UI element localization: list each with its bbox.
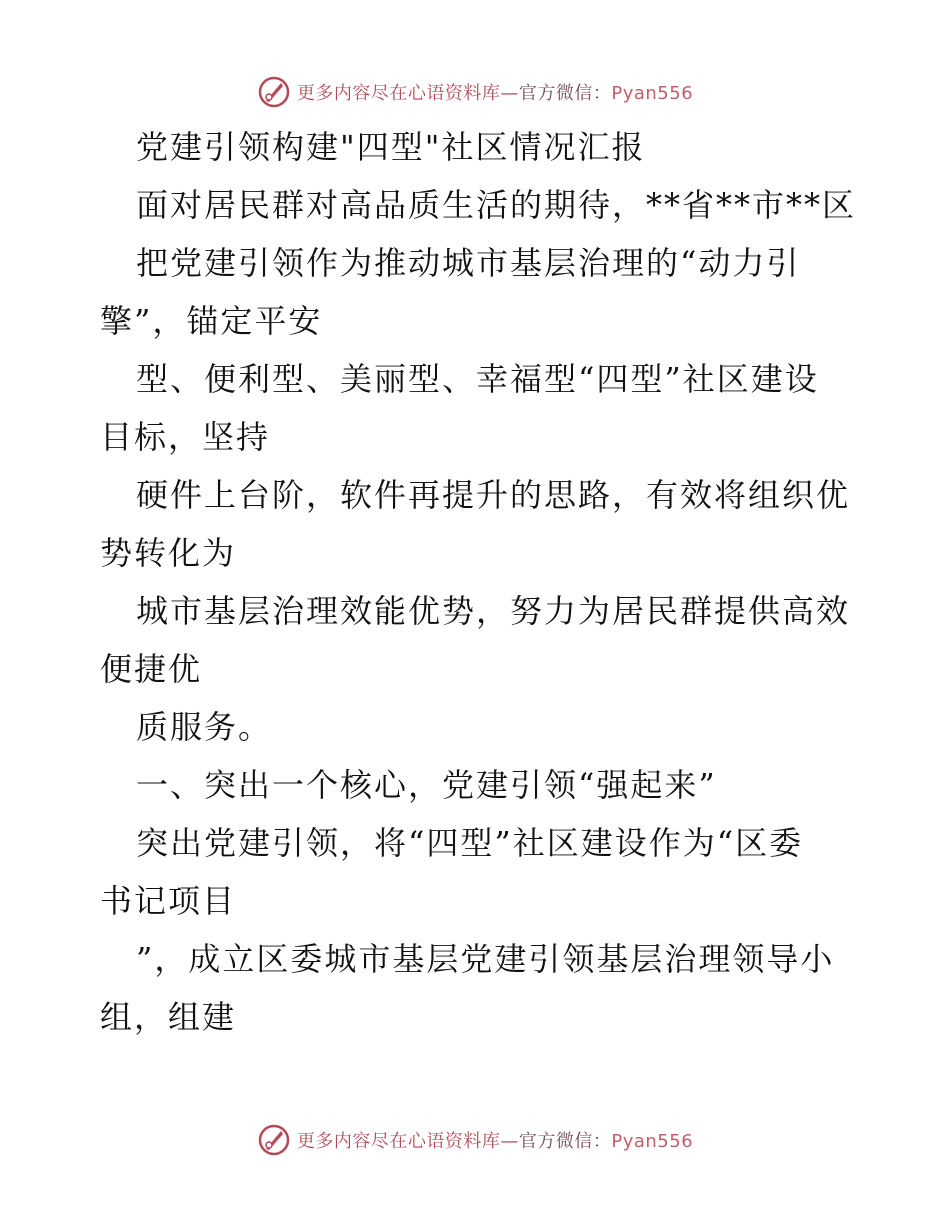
paragraph-line: 型、便利型、美丽型、幸福型“四型”社区建设 <box>136 360 819 398</box>
banner-wechat-label: 官方微信： <box>518 1131 612 1152</box>
quill-circle-logo-icon <box>257 75 291 109</box>
paragraph-line: 书记项目 <box>100 882 237 920</box>
paragraph-line: 便捷优 <box>100 650 203 688</box>
banner-wechat-id: Pyan556 <box>611 1131 694 1152</box>
paragraph-line: 组，组建 <box>100 998 237 1036</box>
paragraph-line: 突出党建引领，将“四型”社区建设作为“区委 <box>136 824 804 862</box>
banner-promo-text: 更多内容尽在心语资料库— <box>296 83 519 104</box>
paragraph-line: 城市基层治理效能优势，努力为居民群提供高效 <box>136 592 851 630</box>
paragraph-line: 把党建引领作为推动城市基层治理的“动力引 <box>136 244 801 282</box>
document-title: 党建引领构建"四型"社区情况汇报 <box>136 128 646 166</box>
banner-text <box>297 79 693 105</box>
header-banner <box>0 70 950 114</box>
paragraph-line: 质服务。 <box>136 708 273 746</box>
banner-promo-text: 更多内容尽在心语资料库— <box>296 1131 519 1152</box>
paragraph-line: 硬件上台阶，软件再提升的思路，有效将组织优 <box>136 476 851 514</box>
paragraph-line: 面对居民群对高品质生活的期待，**省**市**区 <box>136 186 857 224</box>
paragraph-line: ”，成立区委城市基层党建引领基层治理领导小 <box>136 940 835 978</box>
banner-wechat-label: 官方微信： <box>518 83 612 104</box>
paragraph-line: 擎”，锚定平安 <box>100 302 323 340</box>
paragraph-line: 目标，坚持 <box>100 418 271 456</box>
footer-banner <box>0 1118 950 1162</box>
paragraph-line: 势转化为 <box>100 534 237 572</box>
quill-circle-logo-icon <box>257 1123 291 1157</box>
banner-text <box>297 1127 693 1153</box>
document-body <box>100 118 860 1046</box>
section-heading: 一、突出一个核心，党建引领“强起来” <box>136 766 717 804</box>
banner-wechat-id: Pyan556 <box>611 83 694 104</box>
